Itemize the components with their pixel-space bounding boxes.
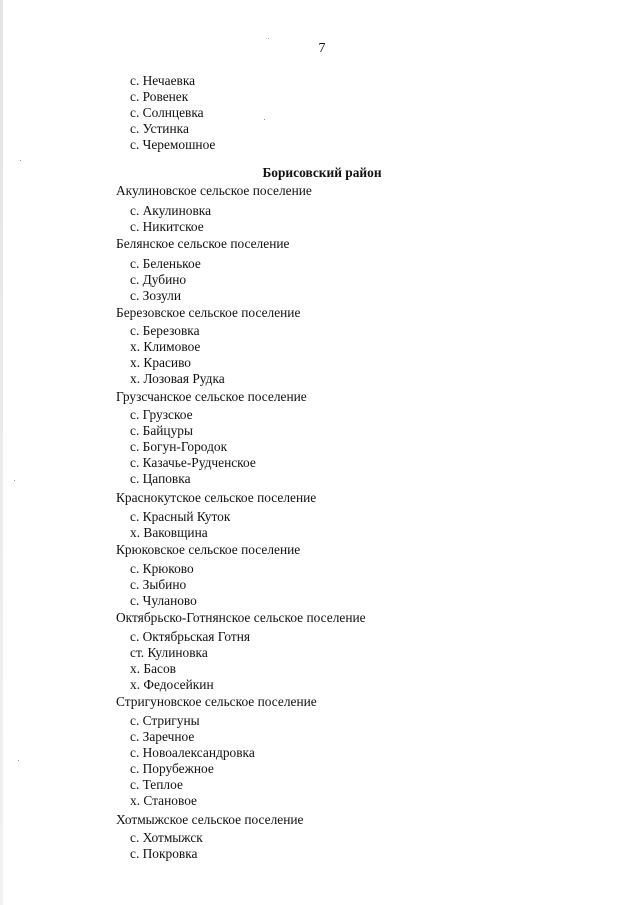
- scan-speck: [264, 119, 265, 120]
- village-item: с. Хотмыжск: [130, 830, 203, 845]
- village-item: с. Березовка: [130, 323, 200, 338]
- settlement-heading: Крюковское сельское поселение: [116, 542, 301, 557]
- settlement-heading: Белянское сельское поселение: [116, 236, 290, 251]
- village-item: с. Заречное: [130, 729, 195, 744]
- page-number: 7: [318, 41, 326, 56]
- village-item: с. Зыбино: [130, 577, 187, 592]
- scan-speck: [20, 160, 21, 161]
- village-item: с. Красный Куток: [130, 509, 231, 524]
- village-item: х. Лозовая Рудка: [130, 371, 225, 386]
- settlement-heading: Березовское сельское поселение: [116, 305, 301, 320]
- village-item: ст. Кулиновка: [130, 645, 208, 660]
- village-item: с. Порубежное: [130, 761, 214, 776]
- scan-edge-shadow: [0, 0, 3, 905]
- village-item: с. Богун-Городок: [130, 439, 228, 454]
- village-item: с. Октябрьская Готня: [130, 629, 251, 644]
- settlement-heading: Краснокутское сельское поселение: [116, 490, 317, 505]
- scan-speck: [268, 38, 269, 39]
- settlement-heading: Грузсчанское сельское поселение: [116, 389, 307, 404]
- village-item: с. Черемошное: [130, 137, 216, 152]
- village-item: х. Красиво: [130, 355, 191, 370]
- settlement-heading: Стригуновское сельское поселение: [116, 694, 317, 709]
- village-item: с. Никитское: [130, 219, 204, 234]
- village-item: с. Чуланово: [130, 593, 197, 608]
- settlement-heading: Хотмыжское сельское поселение: [116, 812, 304, 827]
- village-item: с. Солнцевка: [130, 105, 204, 120]
- village-item: с. Зозули: [130, 288, 182, 303]
- village-item: с. Беленькое: [130, 256, 201, 271]
- village-item: х. Климовое: [130, 339, 201, 354]
- scan-speck: [14, 480, 15, 481]
- village-item: х. Ваковщина: [130, 525, 208, 540]
- village-item: х. Становое: [130, 793, 197, 808]
- settlement-heading: Октябрьско-Готнянское сельское поселение: [116, 610, 366, 625]
- village-item: с. Устинка: [130, 121, 189, 136]
- village-item: х. Басов: [130, 661, 176, 676]
- village-item: х. Федосейкин: [130, 677, 214, 692]
- village-item: с. Казачье-Рудченское: [130, 455, 256, 470]
- settlement-heading: Акулиновское сельское поселение: [116, 183, 312, 198]
- village-item: с. Крюково: [130, 561, 194, 576]
- village-item: с. Ровенек: [130, 89, 189, 104]
- district-heading: Борисовский район: [262, 165, 382, 180]
- scan-speck: [18, 760, 19, 761]
- village-item: с. Покровка: [130, 846, 198, 861]
- village-item: с. Стригуны: [130, 713, 200, 728]
- village-item: с. Байцуры: [130, 423, 193, 438]
- village-item: с. Дубино: [130, 272, 187, 287]
- village-item: с. Теплое: [130, 777, 183, 792]
- village-item: с. Новоалександровка: [130, 745, 255, 760]
- village-item: с. Цаповка: [130, 471, 191, 486]
- village-item: с. Акулиновка: [130, 203, 212, 218]
- village-item: с. Нечаевка: [130, 73, 196, 88]
- village-item: с. Грузское: [130, 407, 193, 422]
